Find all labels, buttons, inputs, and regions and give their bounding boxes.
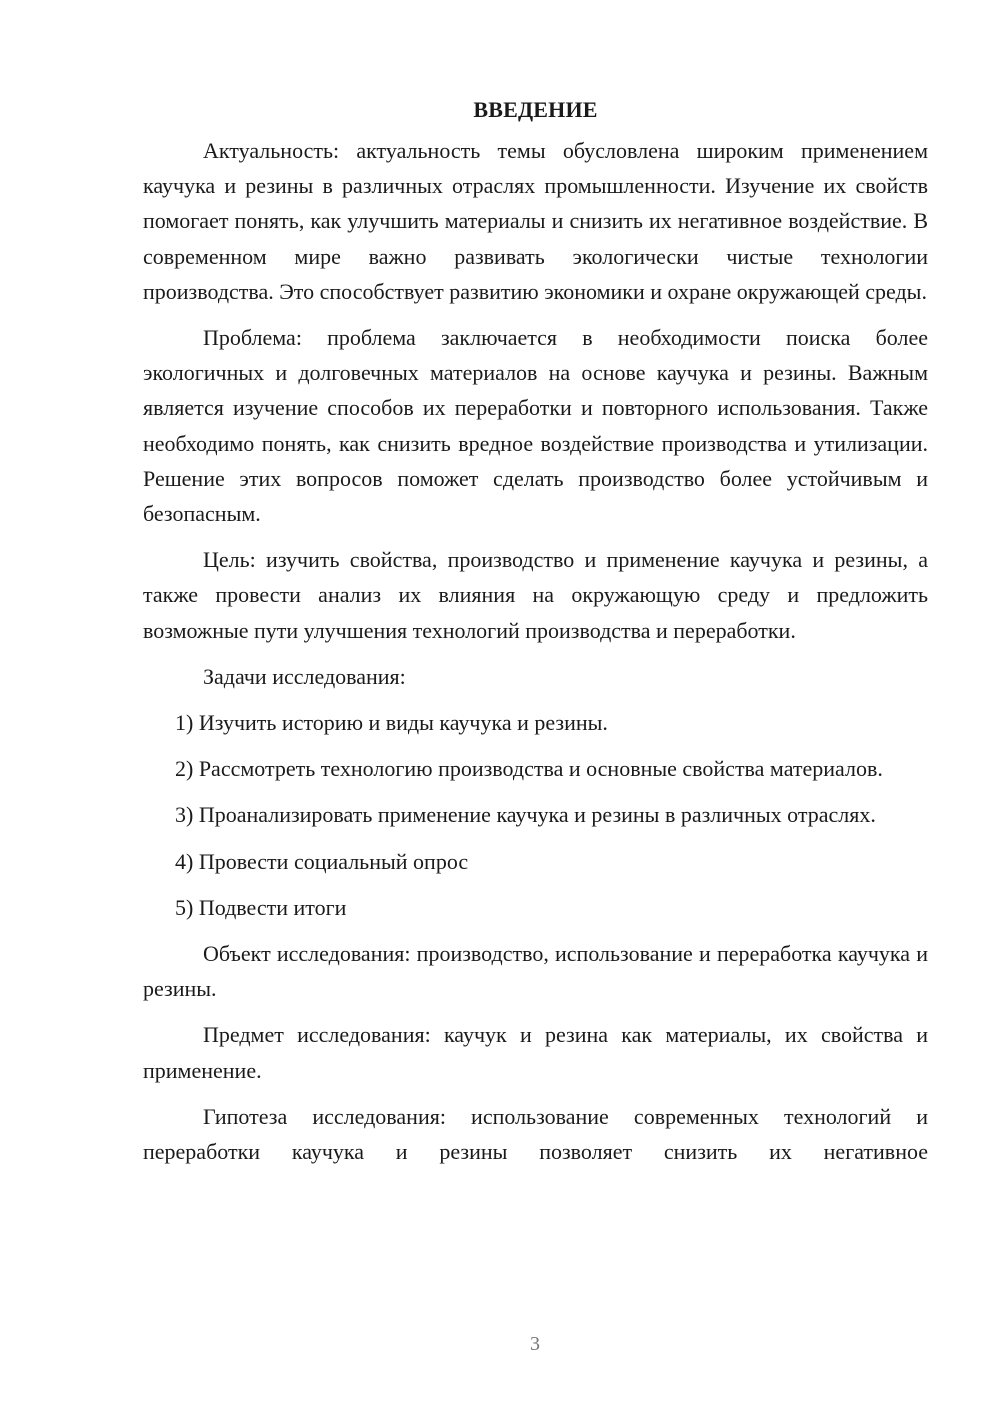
paragraph-object: Объект исследования: производство, использование и переработка каучука и резины. bbox=[143, 941, 928, 1002]
task-item-3: 3) Проанализировать применение каучука и резины в различных отраслях. bbox=[175, 802, 876, 828]
paragraph-hypothesis: Гипотеза исследования: использование современных технологий и переработки каучука и резины позволяет снизить их негативное bbox=[143, 1103, 928, 1165]
task-item-5: 5) Подвести итоги bbox=[175, 894, 347, 920]
task-item-1: 1) Изучить историю и виды каучука и резины. bbox=[175, 710, 608, 736]
task-item-4: 4) Провести социальный опрос bbox=[175, 848, 469, 874]
paragraph-goal: Цель: изучить свойства, производство и применение каучука и резины, а также провести анализ их влияния на окружающую среду и предложить возможные пути улучшения технологий производства и переработки. bbox=[143, 547, 928, 643]
paragraph-subject: Предмет исследования: каучук и резина как материалы, их свойства и применение. bbox=[143, 1022, 928, 1083]
page-content bbox=[143, 92, 928, 1169]
tasks-heading: Задачи исследования: bbox=[203, 663, 406, 689]
task-item-2: 2) Рассмотреть технологию производства и основные свойства материалов. bbox=[175, 756, 883, 782]
page-number: 3 bbox=[530, 1333, 540, 1355]
paragraph-relevance: Актуальность: актуальность темы обусловлена широким применением каучука и резины в различных отраслях промышленности. Изучение их свойств помогает понять, как улучшить материалы и снизить их негативное воздействие. В современном мире важно развивать экологически чистые технологии производства. Это способствует развитию экономики и охране окружающей среды. bbox=[143, 138, 928, 304]
page-title: ВВЕДЕНИЕ bbox=[473, 97, 598, 122]
paragraph-problem: Проблема: проблема заключается в необходимости поиска более экологичных и долговечных материалов на основе каучука и резины. Важным является изучение способов их переработки и повторного использования. Также необходимо понять, как снизить вредное воздействие производства и утилизации. Решение этих вопросов поможет сделать производство более устойчивым и безопасным. bbox=[143, 325, 928, 527]
